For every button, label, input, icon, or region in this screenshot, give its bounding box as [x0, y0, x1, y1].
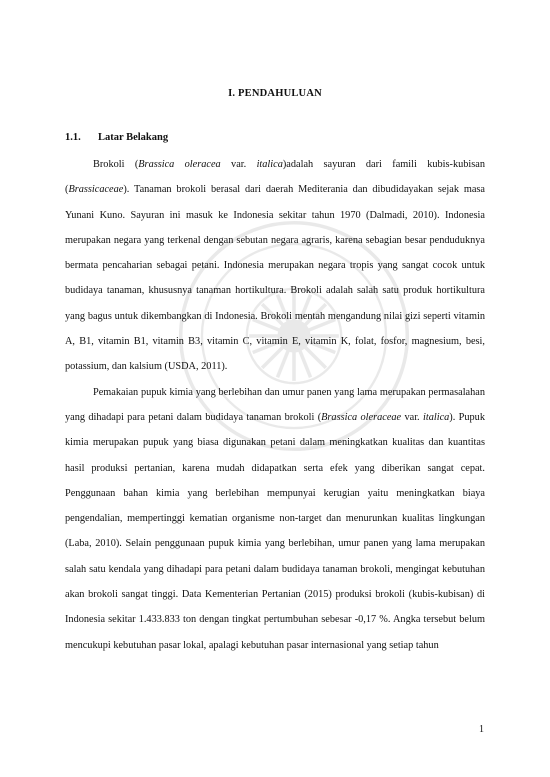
body-text	[65, 152, 485, 658]
page-number: 1	[479, 724, 484, 735]
paragraph-1: Brokoli (Brassica oleracea var. italica)adalah sayuran dari famili kubis-kubisan (Brassicaceae). Tanaman brokoli berasal dari daerah Mediterania dan dibudidayakan sejak masa Yunani Kuno. Sayuran ini masuk ke Indonesia sekitar tahun 1970 (Dalmadi, 2010). Indonesia merupakan negara yang terkenal dengan sebutan negara agraris, karena sebagian besar penduduknya bermata pencaharian sebagai petani. Indonesia merupakan negara tropis yang sangat cocok untuk budidaya tanaman, khususnya tanaman hortikultura. Brokoli adalah salah satu produk hortikultura yang bagus untuk dikembangkan di Indonesia. Brokoli mentah mengandung nilai gizi seperti vitamin A, B1, vitamin B1, vitamin B3, vitamin C, vitamin E, vitamin K, folat, fosfor, magnesium, besi, potassium, dan kalsium (USDA, 2011).	[65, 159, 485, 373]
section-number: 1.1.	[65, 132, 81, 143]
section-heading	[65, 132, 168, 143]
paragraph-2: Pemakaian pupuk kimia yang berlebihan dan umur panen yang lama merupakan permasalahan yang dihadapi para petani dalam budidaya tanaman brokoli (Brassica oleraceae var. italica). Pupuk kimia merupakan pupuk yang biasa digunakan petani dalam meningkatkan kualitas dan kuantitas hasil produksi pertanian, karena mudah didapatkan serta efek yang diberikan sangat cepat. Penggunaan bahan kimia yang berlebihan mempunyai kerugian yaitu meningkatkan biaya pengendalian, mempertinggi kematian organisme non-target dan menurunkan kualitas lingkungan (Laba, 2010). Selain penggunaan pupuk kimia yang berlebihan, umur panen yang lama merupakan salah satu kendala yang dihadapi para petani dalam budidaya tanaman brokoli, mengingat kebutuhan akan brokoli sangat tinggi. Data Kementerian Pertanian (2015) produksi brokoli (kubis-kubisan) di Indonesia sekitar 1.433.833 ton dengan tingkat pertumbuhan sebesar -0,17 %. Angka tersebut belum mencukupi kebutuhan pasar lokal, apalagi kebutuhan pasar internasional yang setiap tahun	[65, 386, 485, 651]
section-title: Latar Belakang	[98, 132, 169, 143]
chapter-title: I. PENDAHULUAN	[228, 88, 322, 99]
